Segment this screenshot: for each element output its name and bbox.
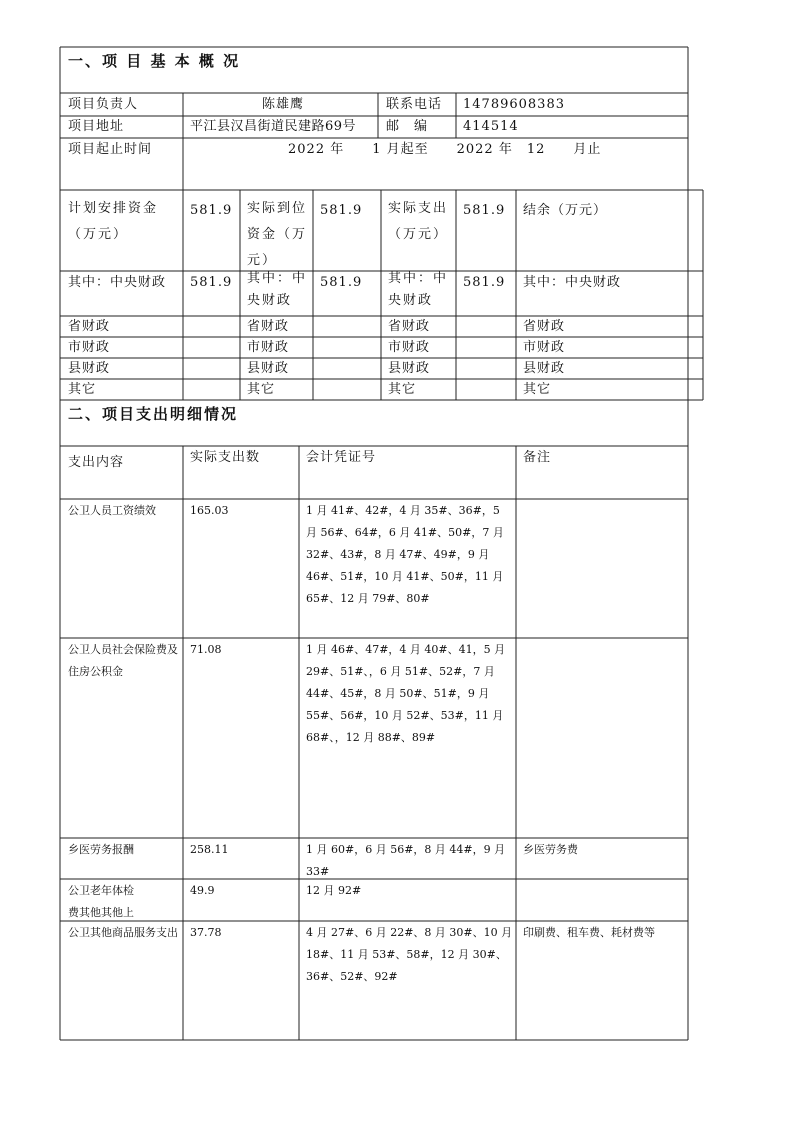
fund-row-c3: 省财政 [388, 319, 431, 334]
detail-content: 公卫人员工资绩效 [68, 504, 156, 517]
header-note: 备注 [523, 450, 552, 465]
detail-voucher: 1 月 41#、42#，4 月 35#、36#，5 月 56#、64#，6 月 41#、50#，7 月 32#、43#，8 月 47#、49#，9 月 46#、51#，10 月 41#、50#，11 月 65#、12 月 79#、80# [306, 504, 504, 605]
fund-row-c1: 县财政 [68, 361, 111, 376]
detail-content: 公卫老年体检费其他其他上 [68, 884, 134, 919]
spent-value: 581.9 [463, 203, 506, 218]
detail-voucher: 12 月 92# [306, 884, 362, 897]
balance-label: 结余（万元） [523, 203, 608, 218]
fund-row-c4: 其中：中央财政 [523, 275, 622, 290]
detail-voucher: 4 月 27#、6 月 22#、8 月 30#、10 月 18#、11 月 53#、58#，12 月 30#、36#、52#、92# [306, 926, 513, 983]
fund-row-c1: 其中：中央财政 [68, 275, 167, 290]
phone-value: 14789608383 [463, 97, 565, 112]
fund-row-c2: 其它 [247, 382, 276, 397]
fund-row-c1: 省财政 [68, 319, 111, 334]
fund-row-c3: 其它 [388, 382, 417, 397]
detail-amount: 165.03 [190, 504, 229, 517]
zip-label: 邮 编 [386, 119, 429, 134]
header-voucher: 会计凭证号 [306, 450, 377, 465]
header-content: 支出内容 [68, 455, 125, 470]
zip-value: 414514 [463, 119, 519, 134]
fund-row-c4: 市财政 [523, 340, 566, 355]
phone-label: 联系电话 [386, 97, 443, 112]
header-amount: 实际支出数 [190, 450, 261, 465]
detail-voucher: 1 月 60#，6 月 56#，8 月 44#，9 月 33# [306, 843, 506, 878]
period-label: 项目起止时间 [68, 142, 153, 157]
detail-amount: 49.9 [190, 884, 215, 897]
leader-label: 项目负责人 [68, 97, 139, 112]
fund-row-c3: 县财政 [388, 361, 431, 376]
fund-row-c2: 市财政 [247, 340, 290, 355]
fund-row-c3: 市财政 [388, 340, 431, 355]
fund-row-c2: 其中：中央财政 [247, 271, 308, 308]
detail-note: 印刷费、租车费、耗材费等 [523, 926, 655, 939]
fund-row-c4: 省财政 [523, 319, 566, 334]
detail-note: 乡医劳务费 [523, 843, 578, 856]
fund-row-v2: 581.9 [320, 275, 363, 290]
fund-row-v3: 581.9 [463, 275, 506, 290]
detail-amount: 258.11 [190, 843, 229, 856]
detail-content: 公卫其他商品服务支出 [68, 926, 178, 939]
detail-content: 乡医劳务报酬 [68, 843, 134, 856]
planned-value: 581.9 [190, 203, 233, 218]
fund-row-v1: 581.9 [190, 275, 233, 290]
detail-voucher: 1 月 46#、47#，4 月 40#、41，5 月 29#、51#、，6 月 51#、52#，7 月 44#、45#，8 月 50#、51#，9 月 55#、56#，10 月 52#、53#，11 月 68#、，12 月 88#、89# [306, 643, 506, 744]
leader-value: 陈雄鹰 [262, 97, 305, 112]
fund-row-c4: 其它 [523, 382, 552, 397]
fund-row-c1: 市财政 [68, 340, 111, 355]
fund-row-c2: 县财政 [247, 361, 290, 376]
fund-row-c3: 其中：中央财政 [388, 271, 449, 308]
fund-row-c1: 其它 [68, 382, 97, 397]
fund-row-c2: 省财政 [247, 319, 290, 334]
address-label: 项目地址 [68, 119, 125, 134]
detail-amount: 71.08 [190, 643, 222, 656]
received-value: 581.9 [320, 203, 363, 218]
address-value: 平江县汉昌街道民建路69号 [190, 119, 357, 134]
fund-row-c4: 县财政 [523, 361, 566, 376]
spent-label: 实际支出（万元） [388, 201, 449, 242]
received-label: 实际到位资金（万元） [247, 201, 308, 268]
planned-label: 计划安排资金（万元） [68, 201, 159, 242]
section2-title: 二、项目支出明细情况 [68, 405, 239, 423]
section1-title: 一、项 目 基 本 概 况 [68, 52, 241, 70]
detail-amount: 37.78 [190, 926, 222, 939]
period-value: 2022 年 1 月起至 2022 年 12 月止 [288, 142, 602, 157]
detail-content: 公卫人员社会保险费及住房公积金 [68, 643, 178, 678]
